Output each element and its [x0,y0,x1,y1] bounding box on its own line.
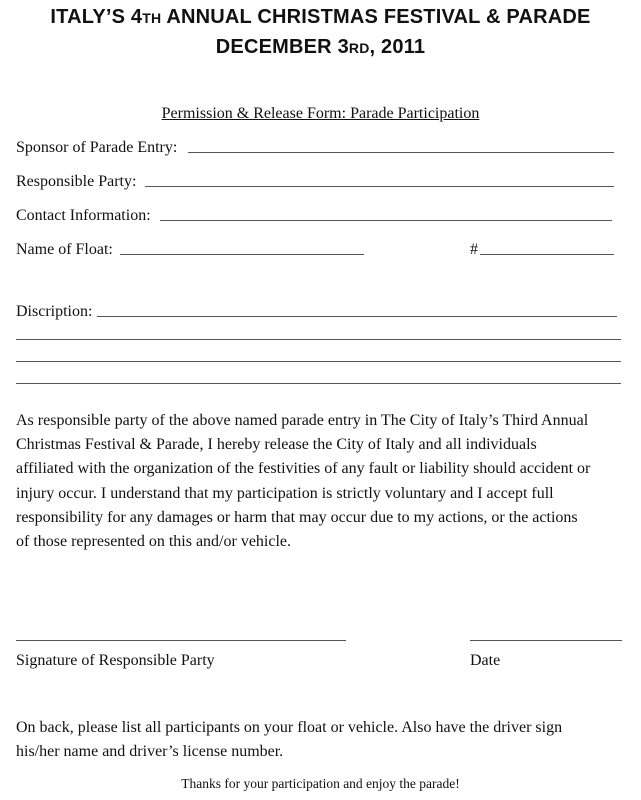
closing-message: Thanks for your participation and enjoy the parade! [181,776,460,791]
document-title-line1 [0,6,641,29]
release-line: As responsible party of the above named parade entry in The City of Italy’s Third Annual [16,412,589,429]
title-text-rest: ANNUAL CHRISTMAS FESTIVAL & PARADE [161,6,591,28]
document-title-date [0,36,641,59]
back-note-line: his/her name and driver’s license number. [16,743,284,761]
release-line: responsibility for any damages or harm that may occur due to my actions, or the actions [16,508,578,526]
back-note-line: On back, please list all participants on your float or vehicle. Also have the driver sign [16,719,563,736]
date-ordinal: RD [348,40,370,56]
sponsor-label: Sponsor of Parade Entry: [16,139,178,156]
release-line: affiliated with the organization of the festivities of any fault or liability should accident or [16,460,591,478]
date-label: Date [470,652,501,669]
responsible-party-input-line[interactable] [145,186,614,187]
description-input-line-4[interactable] [16,383,621,384]
signature-label: Signature of Responsible Party [16,652,215,669]
float-number-label: # [470,241,478,258]
form-subtitle-text: Permission & Release Form: Parade Participation [161,105,480,122]
description-label: Discription: [16,303,93,320]
date-text: DECEMBER 3 [215,36,349,58]
release-line: injury occur. I understand that my participation is strictly voluntary and I accept full [16,484,554,502]
description-input-line-2[interactable] [16,339,621,340]
contact-info-label: Contact Information: [16,207,151,224]
back-note [16,716,626,764]
title-text: ITALY’S 4 [50,6,143,28]
date-year: , 2011 [369,36,426,58]
float-name-input-line[interactable] [120,254,364,255]
description-input-line-1[interactable] [97,316,617,317]
contact-info-input-line[interactable] [160,220,612,221]
form-subtitle [0,104,641,123]
responsible-party-label: Responsible Party: [16,173,137,190]
title-ordinal: TH [142,10,162,26]
float-number-input-line[interactable] [480,254,614,255]
release-paragraph [16,409,626,554]
release-line: Christmas Festival & Parade, I hereby release the City of Italy and all individuals [16,436,537,454]
sponsor-input-line[interactable] [188,152,614,153]
signature-input-line[interactable] [16,640,346,641]
date-input-line[interactable] [470,640,622,641]
float-name-label: Name of Float: [16,241,113,258]
release-line: of those represented on this and/or vehicle. [16,533,292,551]
description-input-line-3[interactable] [16,361,621,362]
